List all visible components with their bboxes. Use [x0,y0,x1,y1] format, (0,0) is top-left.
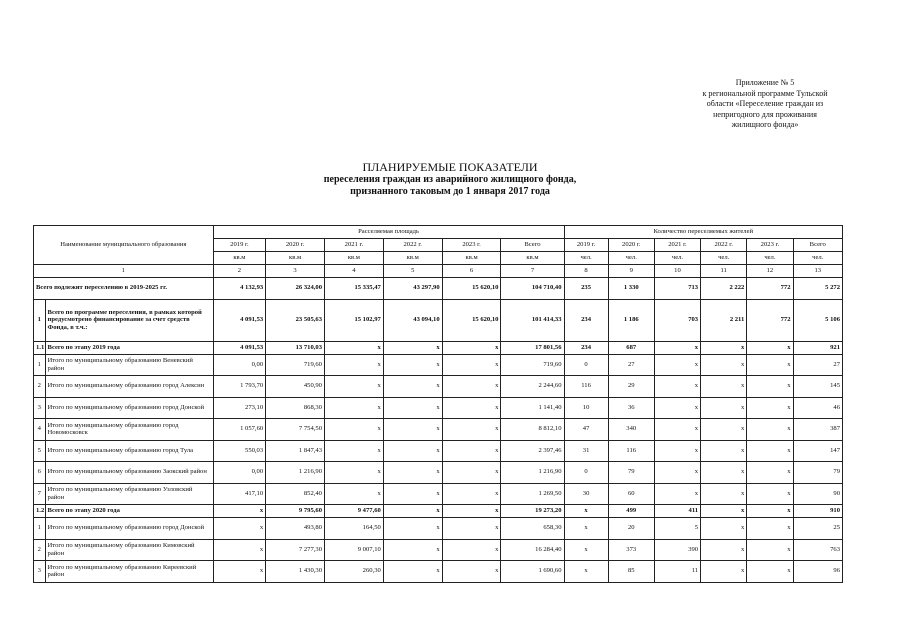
people-value-cell: 234 [564,341,608,354]
people-value-cell: 20 [608,518,654,540]
row-name-cell: Итого по муниципальному образованию Узловский район [45,483,213,505]
area-value-cell: x [383,419,442,441]
people-value-cell: 27 [608,354,654,376]
people-value-cell: 499 [608,505,654,518]
people-value-cell: x [701,376,747,398]
people-value-cell: x [747,397,793,419]
area-value-cell: x [442,341,501,354]
area-value-cell: x [324,440,383,462]
people-value-cell: 47 [564,419,608,441]
row-name-cell: Всего подлежит переселению в 2019-2025 гг. [34,278,214,300]
people-value-cell: x [701,483,747,505]
people-value-cell: x [747,376,793,398]
people-value-cell: x [747,354,793,376]
unit-header: чел. [654,252,700,265]
row-index-cell: 1 [34,299,46,341]
area-value-cell: 1 847,43 [266,440,325,462]
year-header: 2023 г. [442,239,501,252]
area-value-cell: x [442,462,501,484]
row-name-cell: Итого по муниципальному образованию Заокский район [45,462,213,484]
row-name-cell: Всего по этапу 2019 года [45,341,213,354]
area-value-cell: 164,50 [324,518,383,540]
year-header: 2023 г. [747,239,793,252]
people-value-cell: 340 [608,419,654,441]
people-value-cell: 234 [564,299,608,341]
table-row [34,341,843,354]
area-value-cell: 868,30 [266,397,325,419]
people-value-cell: 0 [564,354,608,376]
people-value-cell: 390 [654,539,700,561]
people-value-cell: x [747,505,793,518]
area-value-cell: 2 244,60 [501,376,564,398]
area-value-cell: 0,00 [213,354,266,376]
annex-line: непригодного для проживания [713,109,817,119]
document-title: ПЛАНИРУЕМЫЕ ПОКАЗАТЕЛИ [362,160,538,174]
area-value-cell: 16 284,40 [501,539,564,561]
people-value-cell: x [564,561,608,583]
area-value-cell: 104 710,40 [501,278,564,300]
people-value-cell: 703 [654,299,700,341]
area-value-cell: 9 477,60 [324,505,383,518]
people-value-cell: x [654,440,700,462]
area-value-cell: 1 430,30 [266,561,325,583]
area-value-cell: x [324,376,383,398]
people-value-cell: 30 [564,483,608,505]
column-number: 10 [654,265,700,278]
table-row [34,376,843,398]
people-value-cell: 5 272 [793,278,842,300]
column-number: 12 [747,265,793,278]
annex-line: к региональной программе Тульской [702,88,828,98]
area-value-cell: x [383,462,442,484]
people-value-cell: 85 [608,561,654,583]
area-value-cell: 852,40 [266,483,325,505]
row-name-cell: Итого по муниципальному образованию город Донской [45,397,213,419]
area-value-cell: 101 414,33 [501,299,564,341]
table-row [34,299,843,341]
table-row [34,278,843,300]
people-value-cell: x [701,539,747,561]
area-value-cell: x [442,483,501,505]
people-value-cell: 10 [564,397,608,419]
area-value-cell: 260,30 [324,561,383,583]
row-name-cell: Итого по муниципальному образованию город Новомосковск [45,419,213,441]
area-value-cell: x [213,505,266,518]
table-row [34,462,843,484]
area-value-cell: 450,90 [266,376,325,398]
people-value-cell: 90 [793,483,842,505]
people-value-cell: 96 [793,561,842,583]
area-value-cell: 1 057,60 [213,419,266,441]
year-header: 2021 г. [654,239,700,252]
table-row [34,354,843,376]
unit-header: кв.м [383,252,442,265]
year-header: 2019 г. [213,239,266,252]
area-value-cell: x [383,505,442,518]
area-value-cell: 13 710,03 [266,341,325,354]
area-value-cell: x [324,341,383,354]
people-value-cell: x [701,518,747,540]
people-value-cell: 46 [793,397,842,419]
row-index-cell: 7 [34,483,46,505]
year-header: 2019 г. [564,239,608,252]
column-number: 9 [608,265,654,278]
row-index-cell: 1.2 [34,505,46,518]
people-value-cell: 79 [793,462,842,484]
unit-header: кв.м [442,252,501,265]
row-name-cell: Итого по муниципальному образованию город Донской [45,518,213,540]
area-value-cell: 658,30 [501,518,564,540]
column-number: 6 [442,265,501,278]
area-value-cell: 417,10 [213,483,266,505]
area-value-cell: 1 216,90 [501,462,564,484]
row-index-cell: 2 [34,376,46,398]
people-value-cell: 5 106 [793,299,842,341]
unit-header: чел. [793,252,842,265]
people-value-cell: x [701,419,747,441]
people-value-cell: 29 [608,376,654,398]
area-value-cell: 719,60 [501,354,564,376]
area-value-cell: 4 132,93 [213,278,266,300]
area-value-cell: 15 102,97 [324,299,383,341]
year-header: 2022 г. [701,239,747,252]
year-header: Всего [501,239,564,252]
people-value-cell: 79 [608,462,654,484]
people-value-cell: 5 [654,518,700,540]
annex-line: области «Переселение граждан из [706,99,824,108]
row-index-cell: 4 [34,419,46,441]
people-value-cell: x [654,341,700,354]
row-name-cell: Итого по муниципальному образованию город Тула [45,440,213,462]
people-value-cell: x [654,397,700,419]
area-value-cell: 273,10 [213,397,266,419]
row-index-cell: 1 [34,518,46,540]
unit-header: чел. [564,252,608,265]
document-subtitle-line-1: переселения граждан из аварийного жилищного фонда, [323,174,577,185]
row-index-cell: 3 [34,561,46,583]
column-number: 4 [324,265,383,278]
area-value-cell: 15 335,47 [324,278,383,300]
people-value-cell: 373 [608,539,654,561]
row-index-cell: 5 [34,440,46,462]
people-value-cell: 772 [747,299,793,341]
column-number: 8 [564,265,608,278]
area-value-cell: x [442,561,501,583]
area-value-cell: 1 216,90 [266,462,325,484]
area-value-cell: x [213,561,266,583]
area-value-cell: x [383,539,442,561]
table-row [34,518,843,540]
row-name-cell: Итого по муниципальному образованию Кимовский район [45,539,213,561]
row-index-cell: 3 [34,397,46,419]
area-value-cell: 1 690,60 [501,561,564,583]
people-value-cell: x [654,376,700,398]
column-number: 5 [383,265,442,278]
area-value-cell: x [383,518,442,540]
unit-header: чел. [747,252,793,265]
people-value-cell: x [701,505,747,518]
row-index-cell: 1 [34,354,46,376]
area-value-cell: x [442,505,501,518]
people-value-cell: 11 [654,561,700,583]
header-row-groups [34,226,843,239]
people-value-cell: x [747,483,793,505]
table-row [34,483,843,505]
area-value-cell: x [213,539,266,561]
area-value-cell: x [383,440,442,462]
people-value-cell: 910 [793,505,842,518]
row-index-cell: 1.1 [34,341,46,354]
column-number: 2 [213,265,266,278]
row-name-cell: Всего по программе переселения, в рамках которой предусмотрено финансирование за счет средств Фонда, в т.ч.: [45,299,213,341]
annex-line: Приложение № 5 [735,78,795,87]
people-value-cell: x [747,539,793,561]
document-title-block [200,160,700,198]
area-value-cell: 26 324,00 [266,278,325,300]
unit-header: кв.м [324,252,383,265]
people-value-cell: x [564,505,608,518]
area-value-cell: 2 397,46 [501,440,564,462]
column-number: 13 [793,265,842,278]
unit-header: кв.м [213,252,266,265]
people-value-cell: 60 [608,483,654,505]
area-value-cell: 23 505,63 [266,299,325,341]
group-header-area: Расселяемая площадь [213,226,564,239]
people-value-cell: 116 [564,376,608,398]
area-value-cell: 4 091,53 [213,299,266,341]
area-value-cell: x [383,483,442,505]
people-value-cell: 25 [793,518,842,540]
area-value-cell: x [383,376,442,398]
people-value-cell: x [747,341,793,354]
people-value-cell: 1 186 [608,299,654,341]
people-value-cell: x [654,354,700,376]
annex-line: жилищного фонда» [731,120,799,129]
area-value-cell: x [324,483,383,505]
people-value-cell: x [564,518,608,540]
area-value-cell: 9 007,10 [324,539,383,561]
people-value-cell: x [747,518,793,540]
people-value-cell: 387 [793,419,842,441]
row-name-cell: Итого по муниципальному образованию Киреевский район [45,561,213,583]
area-value-cell: 19 273,20 [501,505,564,518]
people-value-cell: x [701,440,747,462]
area-value-cell: x [442,440,501,462]
people-value-cell: 36 [608,397,654,419]
people-value-cell: 687 [608,341,654,354]
row-index-cell: 2 [34,539,46,561]
area-value-cell: 1 269,50 [501,483,564,505]
row-name-cell: Итого по муниципальному образованию город Алексин [45,376,213,398]
table-row [34,505,843,518]
document-subtitle-line-2: признанного таковым до 1 января 2017 года [350,186,550,197]
table-row [34,440,843,462]
year-header: 2022 г. [383,239,442,252]
people-value-cell: x [564,539,608,561]
table-row [34,539,843,561]
annex-note [680,78,850,131]
row-name-cell: Всего по этапу 2020 года [45,505,213,518]
area-value-cell: x [383,341,442,354]
area-value-cell: x [324,462,383,484]
people-value-cell: 235 [564,278,608,300]
unit-header: чел. [701,252,747,265]
col-header-municipality: Наименование муниципального образования [34,226,214,265]
area-value-cell: 7 754,50 [266,419,325,441]
area-value-cell: x [324,354,383,376]
column-number: 1 [34,265,214,278]
unit-header: кв.м [501,252,564,265]
table-row [34,397,843,419]
people-value-cell: x [747,419,793,441]
area-value-cell: 4 091,53 [213,341,266,354]
people-value-cell: 2 222 [701,278,747,300]
area-value-cell: 1 141,40 [501,397,564,419]
area-value-cell: x [383,397,442,419]
area-value-cell: x [442,354,501,376]
table-row [34,561,843,583]
people-value-cell: 0 [564,462,608,484]
area-value-cell: 43 297,90 [383,278,442,300]
people-value-cell: x [654,419,700,441]
area-value-cell: x [442,397,501,419]
column-number: 11 [701,265,747,278]
people-value-cell: x [701,397,747,419]
area-value-cell: 550,03 [213,440,266,462]
year-header: Всего [793,239,842,252]
people-value-cell: 31 [564,440,608,462]
column-number: 7 [501,265,564,278]
unit-header: кв.м [266,252,325,265]
area-value-cell: 0,00 [213,462,266,484]
people-value-cell: x [654,483,700,505]
people-value-cell: 145 [793,376,842,398]
area-value-cell: 1 793,70 [213,376,266,398]
people-value-cell: x [654,462,700,484]
people-value-cell: 2 211 [701,299,747,341]
area-value-cell: x [442,419,501,441]
people-value-cell: 27 [793,354,842,376]
row-index-cell: 6 [34,462,46,484]
people-value-cell: x [747,462,793,484]
area-value-cell: 8 812,10 [501,419,564,441]
unit-header: чел. [608,252,654,265]
area-value-cell: x [442,376,501,398]
people-value-cell: 713 [654,278,700,300]
column-number: 3 [266,265,325,278]
area-value-cell: x [442,518,501,540]
area-value-cell: 719,60 [266,354,325,376]
table-body [34,278,843,583]
people-value-cell: 116 [608,440,654,462]
people-value-cell: 1 330 [608,278,654,300]
area-value-cell: x [324,397,383,419]
area-value-cell: 9 795,60 [266,505,325,518]
area-value-cell: 15 620,10 [442,278,501,300]
people-value-cell: x [701,341,747,354]
year-header: 2020 г. [266,239,325,252]
people-value-cell: 147 [793,440,842,462]
year-header: 2021 г. [324,239,383,252]
people-value-cell: x [747,561,793,583]
area-value-cell: x [213,518,266,540]
people-value-cell: x [747,440,793,462]
area-value-cell: x [383,561,442,583]
people-value-cell: 411 [654,505,700,518]
row-name-cell: Итого по муниципальному образованию Веневский район [45,354,213,376]
area-value-cell: x [324,419,383,441]
header-row-column-numbers [34,265,843,278]
area-value-cell: x [442,539,501,561]
people-value-cell: 763 [793,539,842,561]
table-row [34,419,843,441]
area-value-cell: 43 094,10 [383,299,442,341]
group-header-people: Количество переселяемых жителей [564,226,842,239]
area-value-cell: x [383,354,442,376]
people-value-cell: x [701,354,747,376]
people-value-cell: 921 [793,341,842,354]
year-header: 2020 г. [608,239,654,252]
people-value-cell: x [701,561,747,583]
area-value-cell: 17 801,56 [501,341,564,354]
area-value-cell: 7 277,30 [266,539,325,561]
people-value-cell: x [701,462,747,484]
indicators-table [33,225,843,583]
people-value-cell: 772 [747,278,793,300]
area-value-cell: 493,80 [266,518,325,540]
area-value-cell: 15 620,10 [442,299,501,341]
